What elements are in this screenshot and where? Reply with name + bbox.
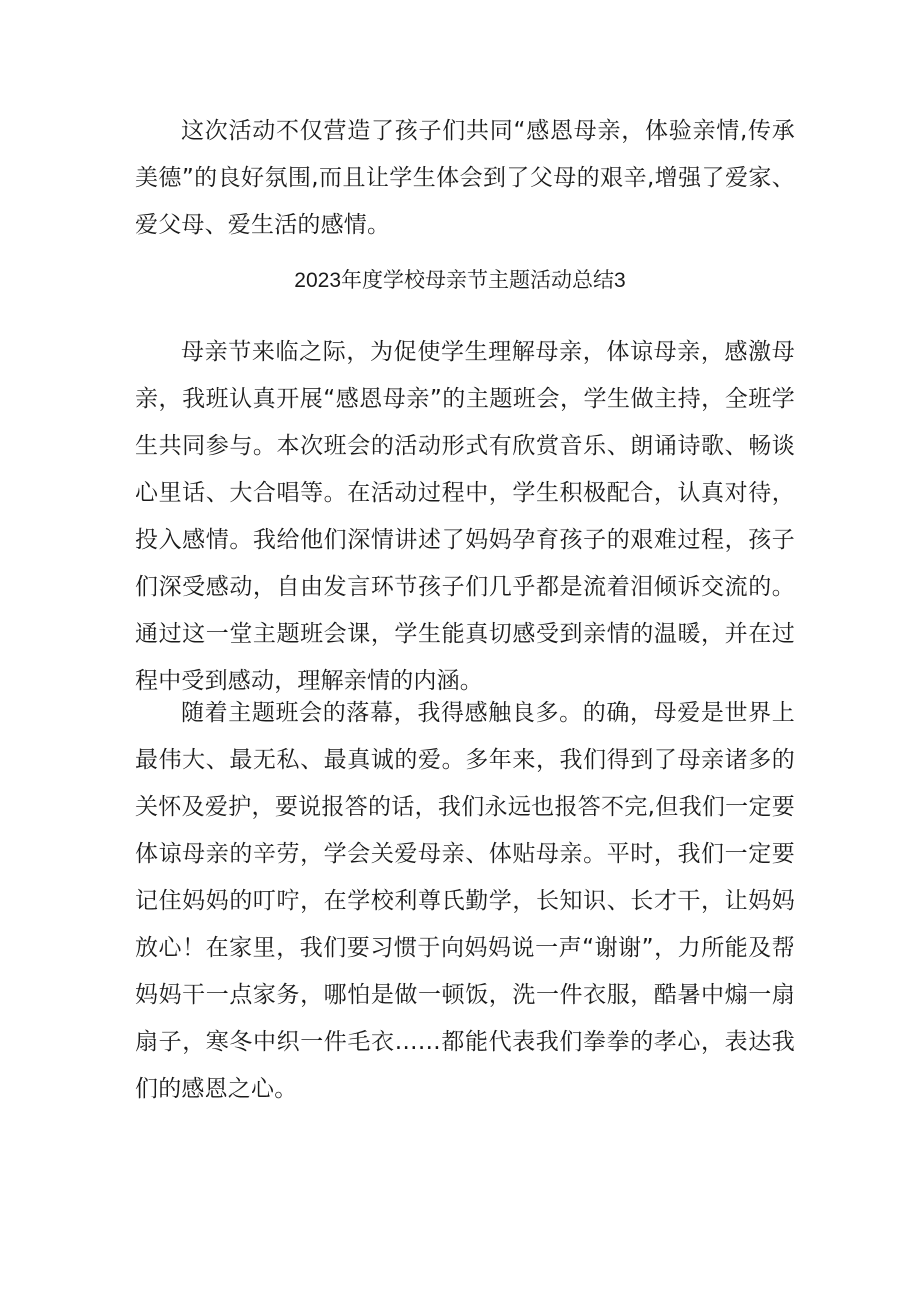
- section-heading: 2023年度学校母亲节主题活动总结3: [294, 269, 626, 292]
- paragraph-intro: 这次活动不仅营造了孩子们共同“感恩母亲，体验亲情,传承美德”的良好氛围,而且让学生体会到了父母的艰辛,增强了爱家、爱父母、爱生活的感情。: [135, 118, 795, 238]
- paragraph-reflection: 随着主题班会的落幕，我得感触良多。的确，母爱是世界上最伟大、最无私、最真诚的爱。多年来，我们得到了母亲诸多的关怀及爱护，要说报答的话，我们永远也报答不完,但我们一定要体谅母亲的辛劳，学会关爱母亲、体贴母亲。平时，我们一定要记住妈妈的叮咛，在学校利尊氏勤学，长知识、长才干，让妈妈放心！在家里，我们要习惯于向妈妈说一声“谢谢”，力所能及帮妈妈干一点家务，哪怕是做一顿饭，洗一件衣服，酷暑中煽一扇扇子，寒冬中织一件毛衣……都能代表我们拳拳的孝心，表达我们的感恩之心。: [135, 700, 795, 1102]
- paragraph-class-meeting: 母亲节来临之际，为促使学生理解母亲，体谅母亲，感激母亲，我班认真开展“感恩母亲”的主题班会，学生做主持，全班学生共同参与。本次班会的活动形式有欣赏音乐、朗诵诗歌、畅谈心里话、大合唱等。在活动过程中，学生积极配合，认真对待，投入感情。我给他们深情讲述了妈妈孕育孩子的艰难过程，孩子们深受感动，自由发言环节孩子们几乎都是流着泪倾诉交流的。通过这一堂主题班会课，学生能真切感受到亲情的温暖，并在过程中受到感动，理解亲情的内涵。: [135, 339, 795, 694]
